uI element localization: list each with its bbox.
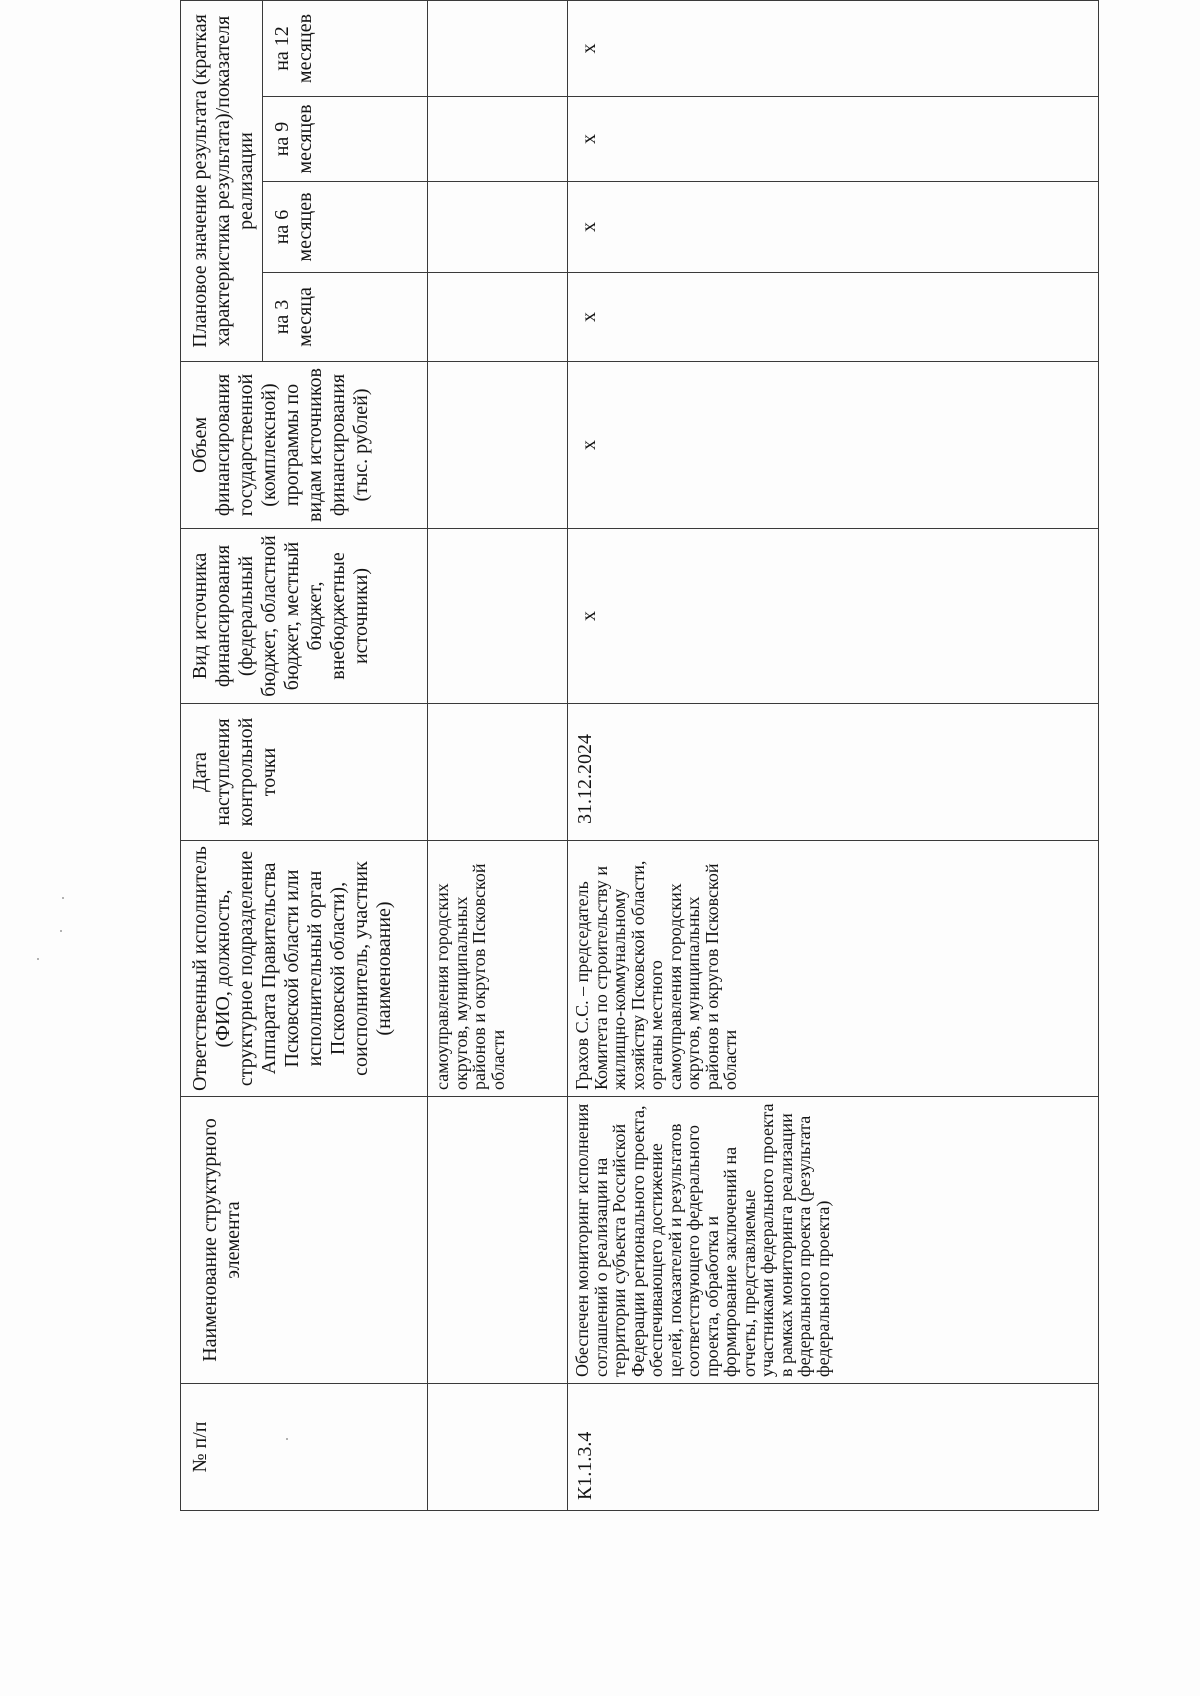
row-plan-9: x	[568, 97, 1099, 182]
header-plan: Плановое значение результата (краткая характеристика результата)/показателя реализации	[181, 0, 263, 361]
row-date: 31.12.2024	[568, 704, 1099, 841]
row-plan-12: x	[568, 0, 1099, 96]
cont-responsible: самоуправления городских округов, муниципальных районов и округов Псковской области	[428, 841, 568, 1097]
header-date: Дата наступления контрольной точки	[181, 704, 428, 841]
cont-volume	[428, 362, 568, 529]
row-responsible: Грахов С.С. – председатель Комитета по строительству и жилищно-коммунальному хозяйству Псковской области, органы местного самоуправления городских округов, муниципальных районов и округов Псковской области	[568, 841, 1099, 1097]
cont-name	[428, 1097, 568, 1384]
cont-9	[428, 97, 568, 182]
row-plan-3: x	[568, 273, 1099, 362]
row-volume: x	[568, 362, 1099, 529]
cont-source	[428, 529, 568, 704]
header-source: Вид источника финансирования (федеральный бюджет, областной бюджет, местный бюджет, внебюджетные источники)	[181, 529, 428, 704]
header-name: Наименование структурного элемента	[181, 1097, 428, 1384]
cont-date	[428, 704, 568, 841]
header-responsible: Ответственный исполнитель (ФИО, должность, структурное подразделение Аппарата Правительства Псковской области или исполнительный орган Псковской области), соисполнитель, участник (наименование)	[181, 841, 428, 1097]
scan-speck	[37, 958, 39, 960]
row-name: Обеспечен мониторинг исполнения соглашений о реализации на территории субъекта Российской Федерации регионального проекта, обеспечивающего достижение целей, показателей и результатов соответствующего федерального проекта, обработка и формирование заключений на отчеты, представляемые участниками федерального проекта в рамках мониторинга реализации федерального проекта (результата федерального проекта)	[568, 1097, 1099, 1384]
header-9-months: на 9 месяцев	[263, 97, 428, 182]
scan-speck	[62, 897, 64, 899]
rotated-table-container	[180, 13, 1098, 1511]
header-volume: Объем финансирования государственной (комплексной) программы по видам источников финансирования (тыс. рублей)	[181, 362, 428, 529]
cont-6	[428, 182, 568, 273]
row-plan-6: x	[568, 182, 1099, 273]
row-source: x	[568, 529, 1099, 704]
row-number: К1.1.3.4	[568, 1384, 1099, 1511]
header-3-months: на 3 месяца	[263, 273, 428, 362]
header-12-months: на 12 месяцев	[263, 0, 428, 96]
cont-no	[428, 1384, 568, 1511]
cont-12	[428, 0, 568, 96]
control-points-table	[180, 0, 1099, 1511]
cont-3	[428, 273, 568, 362]
scan-speck	[60, 930, 62, 932]
header-6-months: на 6 месяцев	[263, 182, 428, 273]
header-no: № п/п	[181, 1384, 428, 1511]
